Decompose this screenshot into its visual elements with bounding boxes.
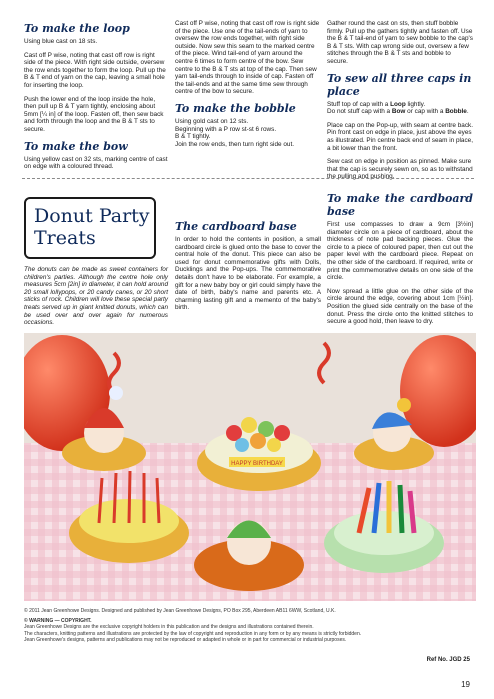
- photo-illustration: [24, 333, 476, 601]
- text: Push the lower end of the loop inside the hole, then pull up B & T yarn tightly, enclosing about 5mm [¼ in] of the loop. Fasten off, then sew back and forth through the loop and the B & T sts to secure.: [24, 95, 164, 133]
- heading-make-cardboard-base: To make the cardboard base: [327, 192, 473, 218]
- footer-line: The characters, knitting patterns and illustrations are protected by the law of copyright and reproduction in any form or by any means is strictly forbidden.: [24, 630, 362, 637]
- text: First use compasses to draw a 9cm [3½in] diameter circle on a piece of cardboard, about the thickness of note pad backing pieces. Glue the circle to a piece of coloured paper, then cut out the paper level with the cardboard piece. Repeat on the other side of the cardboard. If required, write or print the commemorative details on one side of the circle.: [327, 221, 473, 282]
- text: Cast off P wise, noting that cast off row is right side of the piece. With right side outside, oversew the row ends together to form the loop. Pull up the B & T end of yarn on the cap, leaving a small hole for inserting the loop.: [24, 51, 166, 89]
- text: Join the row ends, then turn right side out.: [175, 140, 295, 148]
- text: Stuff top of cap with a Loop lightly.: [327, 100, 426, 108]
- text: B & T tightly.: [175, 133, 211, 141]
- reference-number: Ref No. JGD 25: [426, 657, 470, 663]
- column-cardboard-base: [175, 190, 321, 318]
- heading-cardboard-base: The cardboard base: [175, 220, 297, 233]
- text: Using gold cast on 12 sts.: [175, 117, 249, 125]
- column-sew-caps: [327, 20, 473, 187]
- cake-label: HAPPY BIRTHDAY: [231, 461, 283, 467]
- page-title-line2: Treats: [34, 227, 96, 249]
- column-bow-bobble: [175, 20, 321, 154]
- text: In order to hold the contents in position, a small cardboard circle is glued onto the base to cover the central hole of the donut. This piece can also be used for donut commemorative gifts with Dolls, Ducklings and the Pop-ups. The commemorative details don't have to be elaborate. For example, a gift for a new baby boy or girl could simply have the date of birth, baby's name and parents etc. A charming lasting gift and a memento of the baby's birth.: [175, 236, 321, 312]
- intro-text: [24, 266, 168, 333]
- section-divider: [22, 178, 474, 179]
- footer-line: Jean Greenhowe's designs, patterns and publications may not be reproduced or adapted in whole or in part for commercial or industrial purposes.: [24, 637, 347, 643]
- page-title-line1: Donut Party: [34, 205, 150, 227]
- donut-party-photo: [24, 333, 476, 601]
- text: Using blue cast on 18 sts.: [24, 38, 98, 45]
- heading-make-bobble: To make the bobble: [175, 101, 296, 115]
- text: The donuts can be made as sweet containers for children's parties. Although the centre hole only measures 5cm [2in] in diameter, it can hold around 20 small lollypops, or 20 candy canes, or 20 short sticks of rock. Children will love these special party treats served up in giant knitted donuts, which can be used over and over again for numerous occasions.: [24, 266, 168, 327]
- text: Do not stuff cap with a Bow or cap with a Bobble.: [327, 108, 469, 116]
- copyright-warning: © WARNING — COPYRIGHT.: [24, 617, 92, 624]
- text: Place cap on the Pop-up, with seam at centre back. Pin front cast on edge in place, just above the eyes as illustrated. Pin centre back end of seam in place, a bit lower than the front.: [327, 121, 474, 152]
- column-make-base: [327, 190, 473, 332]
- footer-line: Jean Greenhowe Designs are the exclusive copyright holders in this publication and the designs and illustrations contained therein.: [24, 624, 314, 630]
- text: Cast off P wise, noting that cast off row is right side of the piece. Use one of the tail-ends of yarn to oversew the row ends together, with right side outside. Now sew this seam to the marked centre of the piece. Wind tail-end of yarn around the centre 6 times to form centre of the bow. Sew centre to the B & T sts at top of the cap. Then sew yarn tail-ends through to inside of cap. Fasten off the tail-ends and at the same time sew through centre of the bow to secure.: [175, 20, 320, 96]
- column-loop-bow: [24, 20, 168, 177]
- heading-make-loop: To make the loop: [24, 22, 130, 35]
- text: Gather round the cast on sts, then stuff bobble firmly. Pull up the gathers tightly and fasten off. Use the B & T tail-end of yarn to sew bobble to the cap's B & T sts. With cap wrong side out, oversew a few stitches through the B & T sts and bobble to secure.: [327, 20, 473, 65]
- text: Using yellow cast on 32 sts, marking centre of cast on edge with a coloured thread.: [24, 155, 168, 171]
- text: Beginning with a P row st-st 6 rows.: [175, 125, 277, 133]
- heading-sew-caps: To sew all three caps in place: [327, 71, 472, 98]
- copyright: © 2011 Jean Greenhowe Designs. Designed and published by Jean Greenhowe Designs, PO Box 295, Aberdeen AB11 6WW, Scotland, U.K.: [24, 608, 336, 614]
- text: Now spread a little glue on the other side of the circle around the edge, covering about 1cm [½in]. Position the glued side centrally on the base of the donut. Press the circle onto the knitted stitches to secure a good hold, then leave to dry.: [327, 287, 473, 326]
- heading-make-bow: To make the bow: [24, 139, 128, 153]
- title-box: [24, 197, 156, 259]
- text: Sew cast on edge in position as pinned. Make sure that the cap is securely sewn on, so as to withstand the pulling and pushing.: [327, 158, 473, 181]
- footer: [24, 608, 476, 644]
- page-number: 19: [461, 680, 470, 689]
